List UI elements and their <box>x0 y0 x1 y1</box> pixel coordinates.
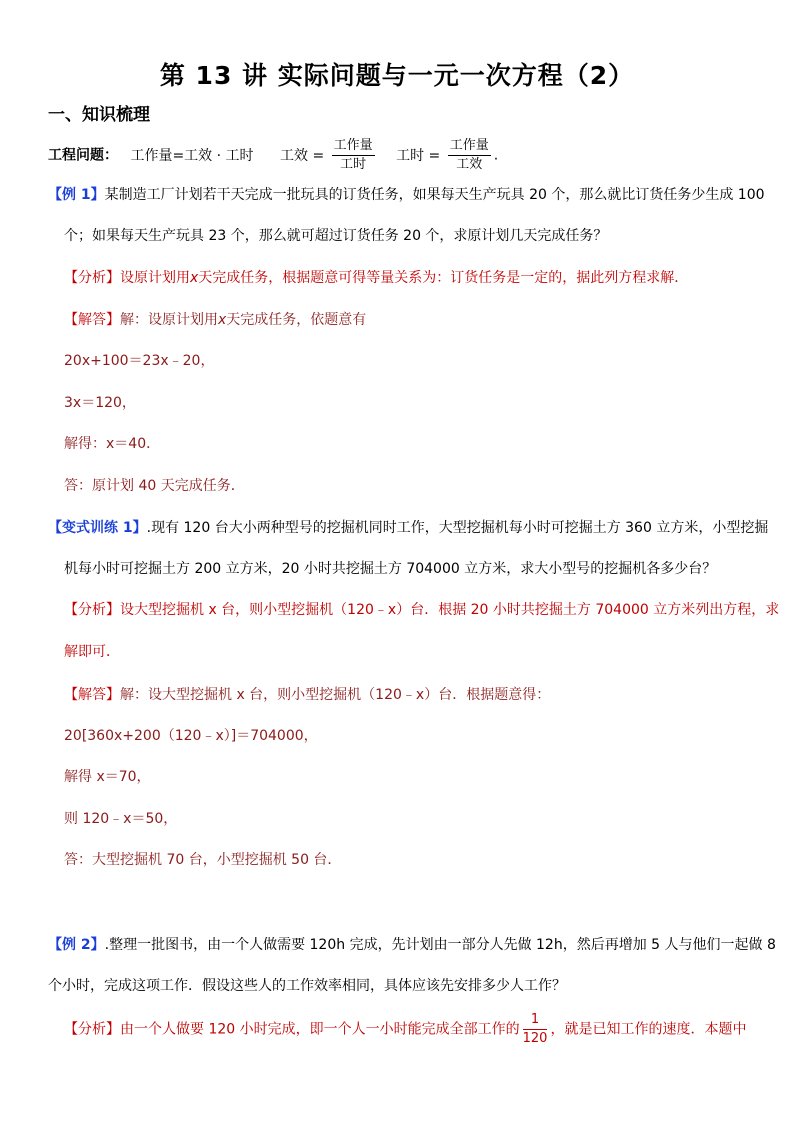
analysis-text-b: 天完成任务，根据题意可得等量关系为：订货任务是一定的，据此列方程求解． <box>198 270 689 286</box>
analysis-tag: 【分析】 <box>64 270 120 286</box>
time-denominator: 工效 <box>456 157 483 172</box>
example2-line2: 个小时，完成这项工作．假设这些人的工作效率相同，具体应该先安排多少人工作？ <box>48 978 566 994</box>
analysis-text: 设大型挖掘机 x 台，则小型挖掘机（120﹣x）台．根据 20 小时共挖掘土方 704000 立方米列出方程，求 <box>120 602 780 618</box>
example1-line1 <box>48 185 765 205</box>
example1-line2: 个；如果每天生产玩具 23 个，那么就可超过订货任务 20 个，求原计划几天完成任务？ <box>64 228 608 244</box>
variant1-line1 <box>48 518 768 538</box>
example1-analysis <box>64 268 688 288</box>
answer-text-b: 天完成任务，依题意有 <box>226 312 367 328</box>
fraction-numerator: 1 <box>523 1012 548 1030</box>
variable-x: x <box>190 270 199 286</box>
answer-tag: 【解答】 <box>64 687 120 703</box>
answer-tag: 【解答】 <box>64 312 120 328</box>
example1-final-answer: 答：原计划 40 天完成任务． <box>64 478 245 494</box>
variant1-text1: .现有 120 台大小两种型号的挖掘机同时工作，大型挖掘机每小时可挖掘土方 360 立方米，小型挖掘 <box>146 520 769 536</box>
analysis-tag: 【分析】 <box>64 1021 120 1038</box>
variant1-equation2: 解得 x＝70， <box>64 769 151 785</box>
variant1-tag: 【变式训练 1】 <box>48 520 147 536</box>
work-label: 工程问题： <box>48 147 118 164</box>
example2-line1 <box>48 935 776 955</box>
time-numerator: 工作量 <box>448 138 491 156</box>
variant1-equation1: 20[360x+200（120﹣x）]＝704000， <box>64 728 318 744</box>
example1-answer <box>64 310 366 330</box>
work-formula-line <box>48 138 498 173</box>
efficiency-fraction <box>332 138 375 173</box>
variant1-line2: 机每小时可挖掘土方 200 立方米，20 小时共挖掘土方 704000 立方米，求大小型号的挖掘机各多少台？ <box>64 561 717 577</box>
page-title: 第 13 讲 实际问题与一元一次方程（2） <box>159 61 635 90</box>
analysis-text-b: ，就是已知工作的速度．本题中 <box>550 1021 747 1038</box>
fraction-1-120 <box>523 1012 548 1047</box>
formula-end: . <box>493 147 499 164</box>
example1-tag: 【例 1】 <box>48 187 105 203</box>
variant1-analysis <box>64 600 779 620</box>
efficiency-numerator: 工作量 <box>332 138 375 156</box>
time-label: 工时 = <box>396 147 441 164</box>
variant1-answer <box>64 685 550 705</box>
work-formula: 工作量=工效 · 工时 <box>130 147 254 164</box>
variant1-equation3: 则 120﹣x＝50， <box>64 811 178 827</box>
example1-equation2: 3x＝120， <box>64 395 136 411</box>
efficiency-denominator: 工时 <box>340 157 367 172</box>
example1-text1: 某制造工厂计划若干天完成一批玩具的订货任务，如果每天生产玩具 20 个，那么就比订货任务少生成 100 <box>104 187 765 203</box>
example1-equation3: 解得：x＝40． <box>64 436 161 452</box>
analysis-text-a: 设原计划用 <box>120 270 190 286</box>
time-fraction <box>448 138 491 173</box>
section-heading: 一、知识梳理 <box>48 105 150 125</box>
example2-analysis <box>64 1012 746 1047</box>
variable-x: x <box>218 312 227 328</box>
example2-tag: 【例 2】 <box>48 937 105 953</box>
example1-equation1: 20x+100＝23x﹣20， <box>64 353 215 369</box>
answer-text: 解：设大型挖掘机 x 台，则小型挖掘机（120﹣x）台．根据题意得： <box>120 687 551 703</box>
variant1-final-answer: 答：大型挖掘机 70 台，小型挖掘机 50 台． <box>64 852 342 868</box>
answer-text-a: 解：设原计划用 <box>120 312 218 328</box>
example2-text1: .整理一批图书，由一个人做需要 120h 完成，先计划由一部分人先做 12h，然后再增加 5 人与他们一起做 8 <box>104 937 776 953</box>
efficiency-label: 工效 = <box>280 147 325 164</box>
variant1-analysis-line2: 解即可． <box>64 644 120 660</box>
analysis-tag: 【分析】 <box>64 602 120 618</box>
analysis-text-a: 由一个人做要 120 小时完成，即一个人一小时能完成全部工作的 <box>120 1021 520 1038</box>
fraction-denominator: 120 <box>522 1031 548 1046</box>
